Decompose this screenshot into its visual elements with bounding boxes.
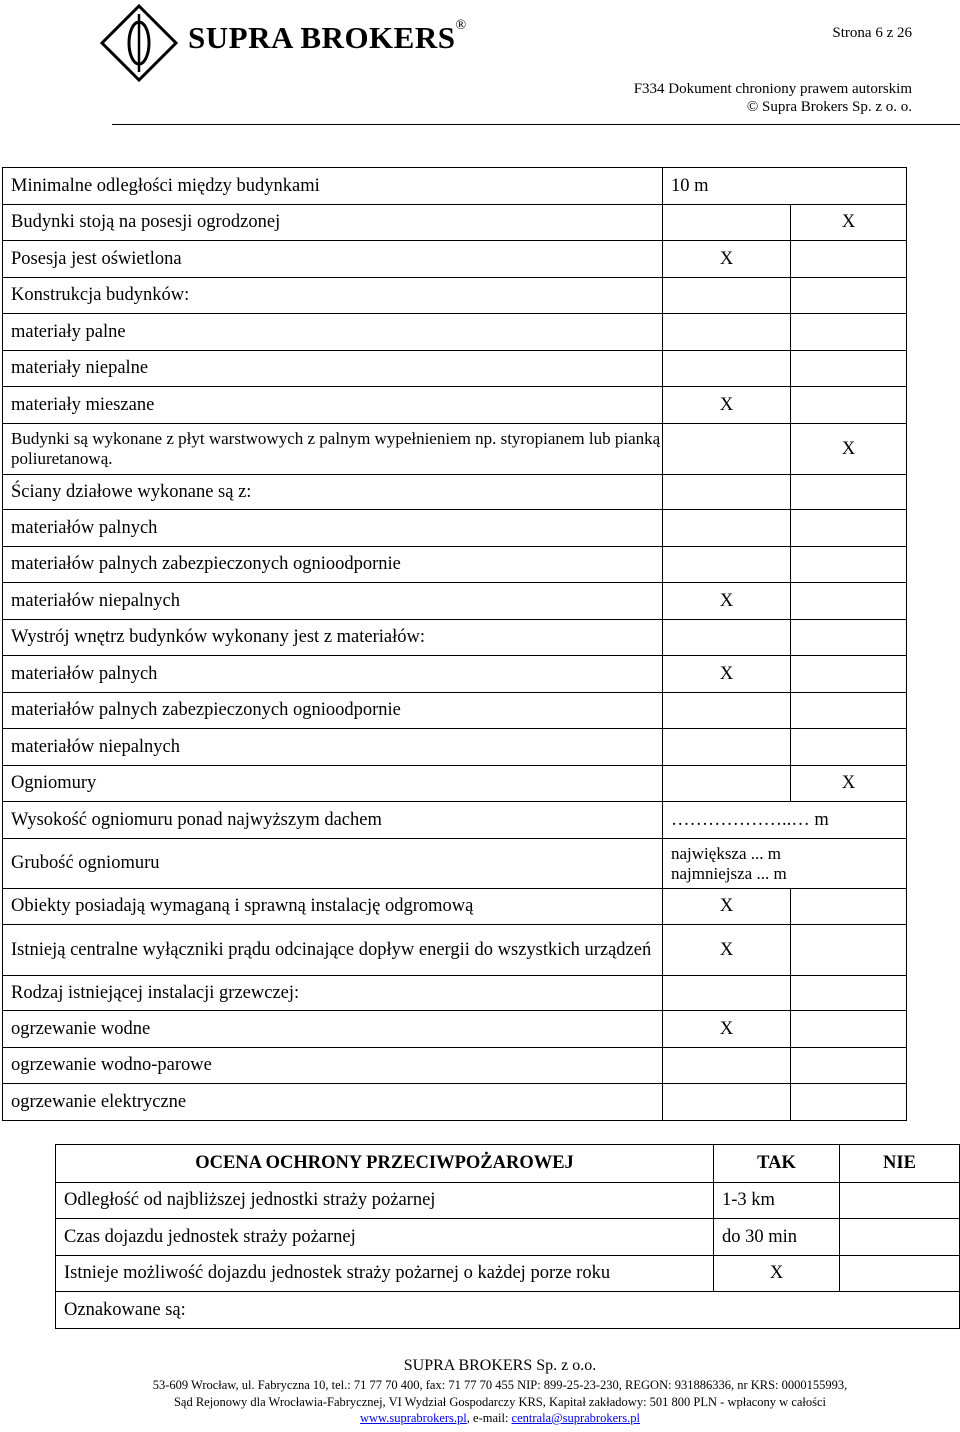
yes-cell [663, 1084, 791, 1121]
yes-cell [663, 351, 791, 387]
row-label: Grubość ogniomuru [3, 839, 663, 889]
copyright-owner: © Supra Brokers Sp. z o. o. [746, 99, 912, 115]
yes-cell [663, 424, 791, 475]
yes-cell: X [663, 889, 791, 925]
table-row [3, 889, 907, 925]
row-label: Wysokość ogniomuru ponad najwyższym dachem [3, 802, 663, 839]
thickness-min: najmniejsza ... m [671, 863, 787, 883]
yes-cell: X [663, 925, 791, 976]
table-row [3, 351, 907, 387]
table-header-row [56, 1145, 960, 1183]
row-label: Czas dojazdu jednostek straży pożarnej [56, 1219, 714, 1256]
yes-cell: X [663, 1011, 791, 1048]
table-row [56, 1183, 960, 1219]
website-link[interactable]: www.suprabrokers.pl [359, 1411, 467, 1425]
table-row [3, 205, 907, 241]
table-row [3, 766, 907, 802]
row-label: Budynki są wykonane z płyt warstwowych z palnym wypełnieniem np. styropianem lub pianką poliuretanową. [3, 424, 663, 475]
no-cell [791, 1084, 907, 1121]
no-cell [791, 729, 907, 766]
no-cell [791, 620, 907, 656]
no-cell [791, 1048, 907, 1084]
footer-company: SUPRA BROKERS Sp. z o.o. [403, 1357, 597, 1374]
no-cell [791, 1011, 907, 1048]
table-row [3, 314, 907, 351]
thickness-max: największa ... m [671, 843, 781, 863]
email-link[interactable]: centrala@suprabrokers.pl [511, 1411, 641, 1425]
row-label: materiały mieszane [3, 387, 663, 424]
yes-cell: X [663, 387, 791, 424]
yes-cell [663, 766, 791, 802]
yes-cell [663, 547, 791, 583]
row-label: Ściany działowe wykonane są z: [3, 475, 663, 510]
yes-cell: X [663, 583, 791, 620]
table-row [3, 729, 907, 766]
row-label: Obiekty posiadają wymaganą i sprawną instalację odgromową [3, 889, 663, 925]
copyright-notice: F334 Dokument chroniony prawem autorskim [633, 81, 912, 97]
row-label: Minimalne odległości między budynkami [3, 168, 663, 205]
no-cell [791, 925, 907, 976]
no-cell [791, 314, 907, 351]
yes-cell [663, 278, 791, 314]
no-cell [791, 475, 907, 510]
row-label: materiałów palnych [3, 656, 663, 693]
table-row [3, 1011, 907, 1048]
footer-court: Sąd Rejonowy dla Wrocławia-Fabrycznej, VI Wydział Gospodarczy KRS, Kapitał zakładowy: 501 800 PLN - wpłacony w całości [173, 1395, 827, 1409]
no-cell [840, 1256, 960, 1292]
header-divider [112, 124, 960, 125]
table-row [3, 424, 907, 475]
row-label: Posesja jest oświetlona [3, 241, 663, 278]
table-row [3, 802, 907, 839]
row-label: materiałów palnych [3, 510, 663, 547]
yes-cell [663, 1048, 791, 1084]
no-cell [791, 547, 907, 583]
no-cell [791, 583, 907, 620]
row-label: materiałów palnych zabezpieczonych ognioodpornie [3, 547, 663, 583]
no-cell [791, 241, 907, 278]
table-row [3, 1084, 907, 1121]
row-label: Konstrukcja budynków: [3, 278, 663, 314]
yes-cell: X [663, 656, 791, 693]
no-cell [840, 1183, 960, 1219]
row-label: Budynki stoją na posesji ogrodzonej [3, 205, 663, 241]
yes-cell: do 30 min [714, 1219, 840, 1256]
row-label: Wystrój wnętrz budynków wykonany jest z materiałów: [3, 620, 663, 656]
row-value: 10 m [663, 168, 907, 205]
row-label: ogrzewanie wodne [3, 1011, 663, 1048]
row-label: ogrzewanie elektryczne [3, 1084, 663, 1121]
no-cell [791, 889, 907, 925]
table-row [56, 1219, 960, 1256]
footer-contact [0, 1411, 960, 1426]
yes-cell [663, 314, 791, 351]
table-row [3, 547, 907, 583]
no-cell [791, 278, 907, 314]
row-label: Istnieje możliwość dojazdu jednostek straży pożarnej o każdej porze roku [56, 1256, 714, 1292]
fire-table-title: OCENA OCHRONY PRZECIWPOŻAROWEJ [56, 1145, 714, 1183]
table-row [3, 241, 907, 278]
no-cell: X [791, 205, 907, 241]
yes-cell: X [714, 1256, 840, 1292]
table-row [3, 1048, 907, 1084]
row-value [663, 839, 907, 889]
yes-cell [663, 693, 791, 729]
table-row [3, 656, 907, 693]
table-row [56, 1256, 960, 1292]
email-label: , e-mail: [466, 1411, 512, 1425]
no-cell [791, 693, 907, 729]
no-cell [840, 1219, 960, 1256]
logo-icon [100, 4, 178, 82]
row-label: ogrzewanie wodno-parowe [3, 1048, 663, 1084]
no-cell [791, 351, 907, 387]
row-label: Odległość od najbliższej jednostki straży pożarnej [56, 1183, 714, 1219]
row-label: Oznakowane są: [56, 1292, 960, 1329]
table-row [3, 620, 907, 656]
no-cell [791, 510, 907, 547]
column-header-yes: TAK [714, 1145, 840, 1183]
row-label: materiałów palnych zabezpieczonych ognioodpornie [3, 693, 663, 729]
yes-cell [663, 976, 791, 1011]
column-header-no: NIE [840, 1145, 960, 1183]
yes-cell [663, 729, 791, 766]
no-cell [791, 656, 907, 693]
table-row [3, 976, 907, 1011]
row-label: materiały niepalne [3, 351, 663, 387]
yes-cell: 1-3 km [714, 1183, 840, 1219]
yes-cell [663, 620, 791, 656]
table-row [3, 278, 907, 314]
yes-cell [663, 205, 791, 241]
fire-protection-table [55, 1144, 960, 1329]
table-row [3, 925, 907, 976]
no-cell [791, 976, 907, 1011]
table-row [56, 1292, 960, 1329]
row-label: Rodzaj istniejącej instalacji grzewczej: [3, 976, 663, 1011]
table-row [3, 510, 907, 547]
brand-name: SUPRA BROKERS® [188, 18, 467, 55]
yes-cell [663, 510, 791, 547]
no-cell: X [791, 766, 907, 802]
row-label: Istnieją centralne wyłączniki prądu odcinające dopływ energii do wszystkich urządzeń [3, 925, 663, 976]
table-row [3, 583, 907, 620]
table-row [3, 475, 907, 510]
footer-address: 53-609 Wrocław, ul. Fabryczna 10, tel.: 71 77 70 400, fax: 71 77 70 455 NIP: 899-25-23-230, REGON: 931886336, nr KRS: 0000155993, [152, 1378, 848, 1392]
registered-mark: ® [455, 18, 467, 33]
row-label: Ogniomury [3, 766, 663, 802]
table-row [3, 839, 907, 889]
row-label: materiałów niepalnych [3, 583, 663, 620]
row-value: ………………..… m [663, 802, 907, 839]
row-label: materiałów niepalnych [3, 729, 663, 766]
row-label: materiały palne [3, 314, 663, 351]
no-cell [791, 387, 907, 424]
yes-cell [663, 475, 791, 510]
table-row [3, 387, 907, 424]
yes-cell: X [663, 241, 791, 278]
table-row [3, 693, 907, 729]
page-number: Strona 6 z 26 [832, 25, 912, 41]
no-cell: X [791, 424, 907, 475]
building-info-table [2, 167, 907, 1121]
table-row [3, 168, 907, 205]
